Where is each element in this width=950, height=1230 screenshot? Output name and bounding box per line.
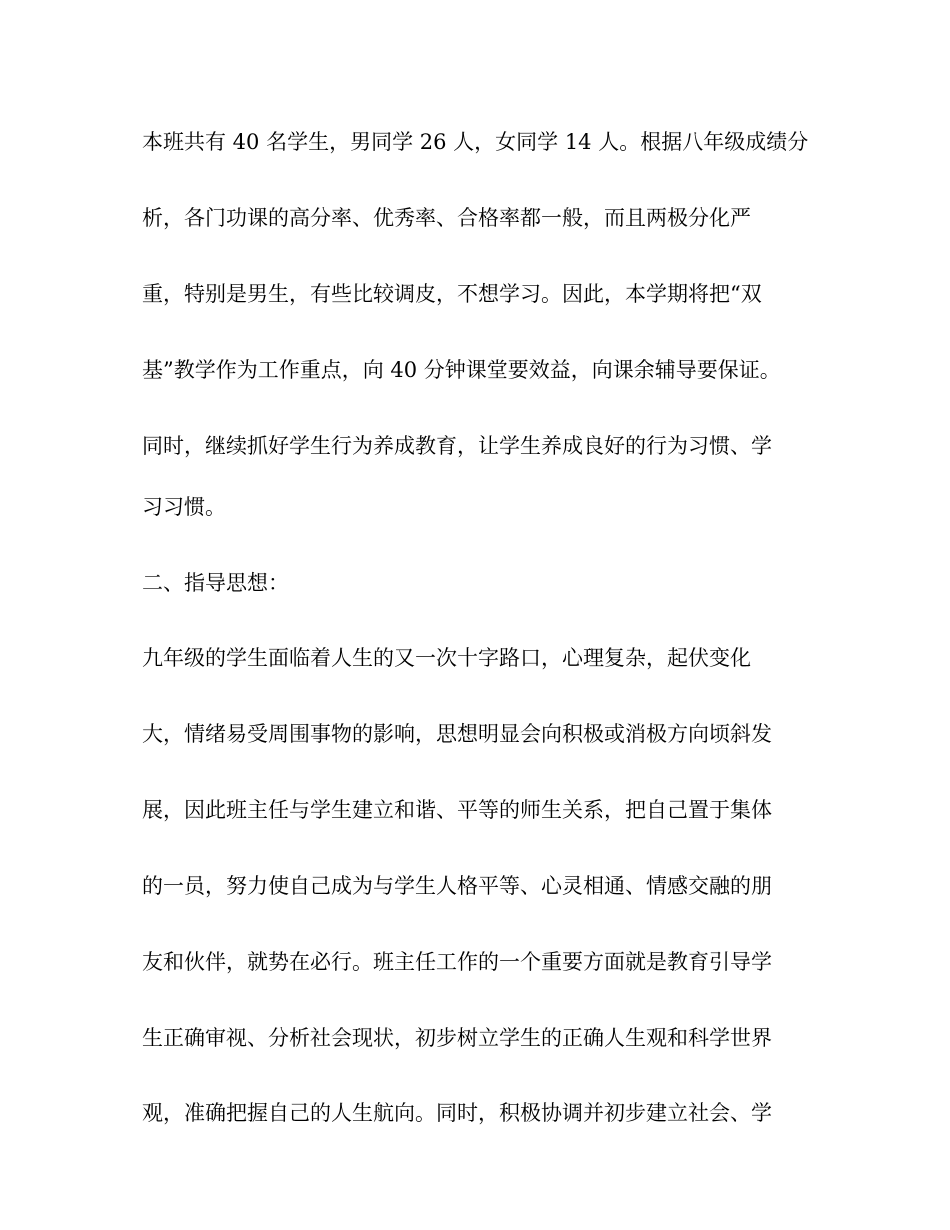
paragraph-line: 观，准确把握自己的人生航向。同时，积极协调并初步建立社会、学	[142, 1101, 772, 1125]
paragraph-line: 重，特别是男生，有些比较调皮，不想学习。因此，本学期将把“双	[142, 282, 762, 306]
paragraph-line: 大，情绪易受周围事物的影响，思想明显会向积极或消极方向顷斜发	[142, 722, 772, 746]
paragraph-line: 基”教学作为工作重点，向 40 分钟课堂要效益，向课余辅导要保证。	[142, 358, 781, 382]
paragraph-line: 生正确审视、分析社会现状，初步树立学生的正确人生观和科学世界	[142, 1026, 772, 1050]
paragraph-line: 友和伙伴，就势在必行。班主任工作的一个重要方面就是教育引导学	[142, 950, 772, 974]
paragraph-line: 展，因此班主任与学生建立和谐、平等的师生关系，把自己置于集体	[142, 798, 772, 822]
paragraph-line: 析，各门功课的高分率、优秀率、合格率都一般，而且两极分化严	[142, 206, 751, 230]
paragraph-line: 本班共有 40 名学生，男同学 26 人，女同学 14 人。根据八年级成绩分	[142, 130, 809, 154]
paragraph-line: 九年级的学生面临着人生的又一次十字路口，心理复杂，起伏变化	[142, 646, 751, 670]
paragraph-line: 同时，继续抓好学生行为养成教育，让学生养成良好的行为习惯、学	[142, 434, 772, 458]
paragraph-line: 习习惯。	[142, 495, 226, 519]
section-heading: 二、指导思想：	[142, 571, 289, 595]
paragraph-line: 的一员，努力使自己成为与学生人格平等、心灵相通、情感交融的朋	[142, 874, 772, 898]
